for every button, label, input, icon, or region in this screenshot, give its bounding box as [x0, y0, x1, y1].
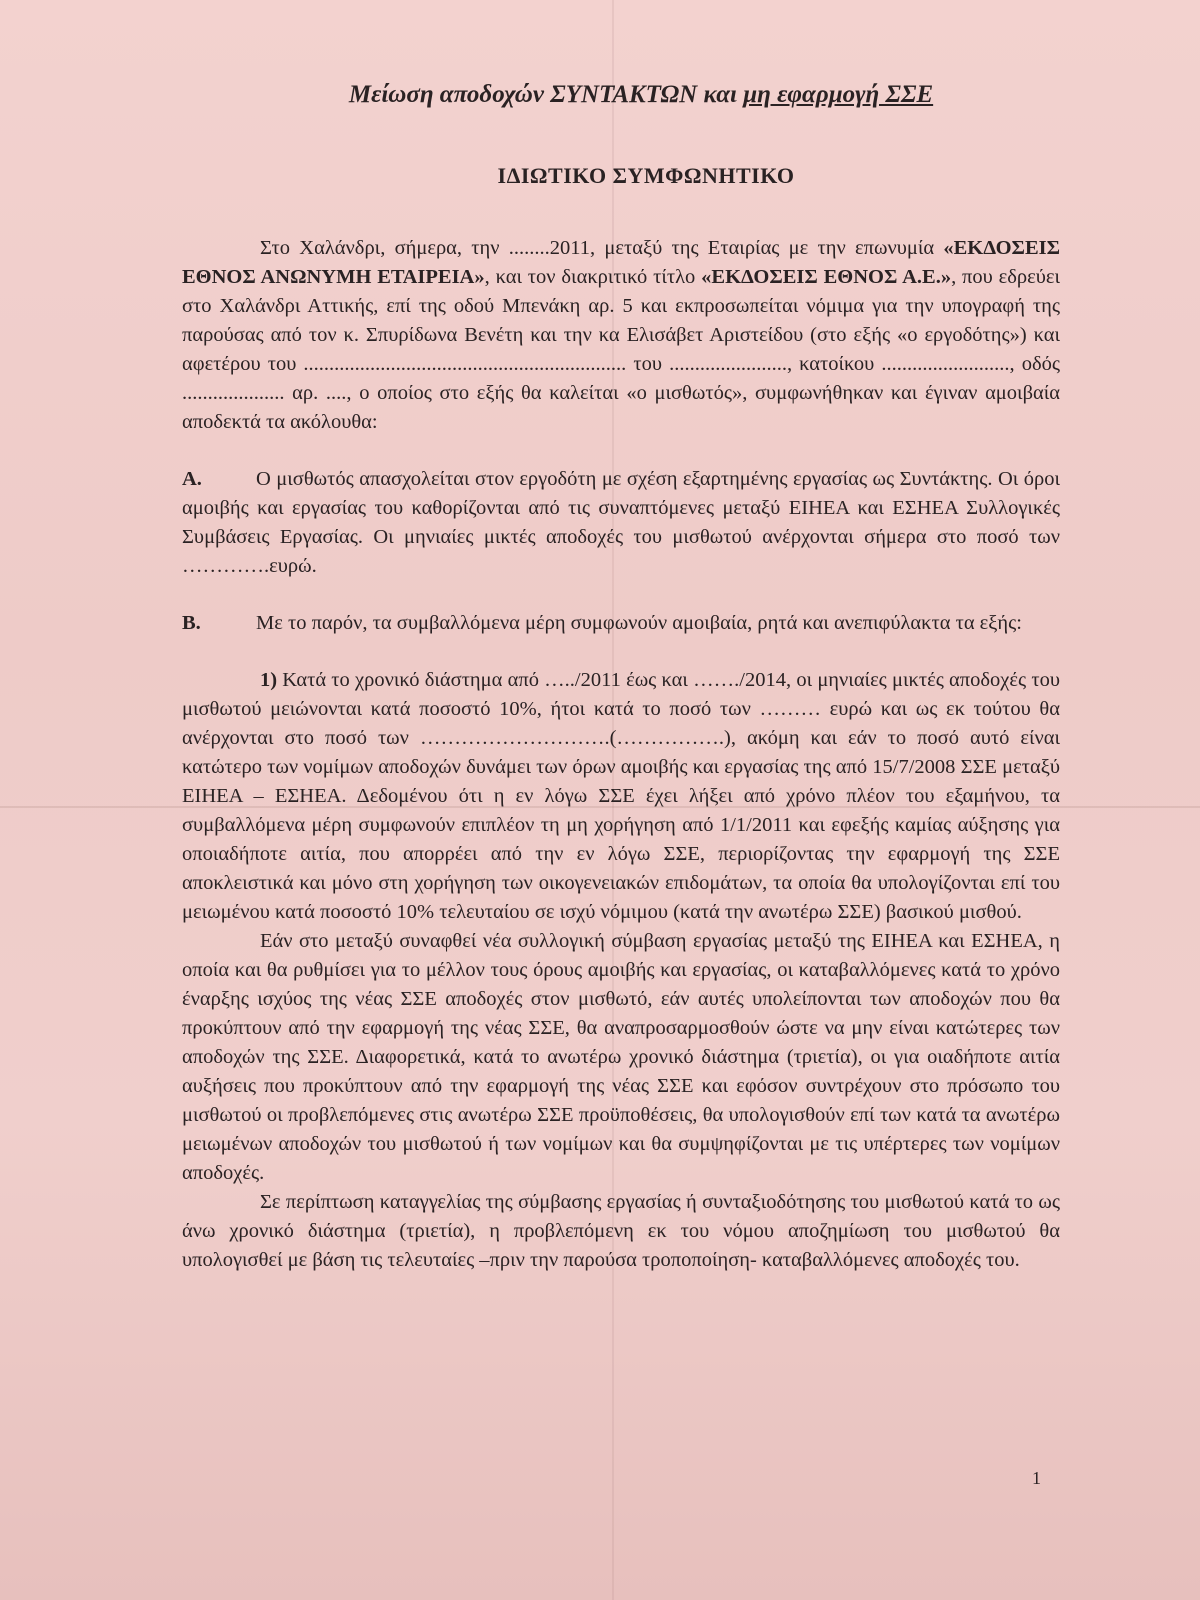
item-1-number: 1) [260, 669, 278, 691]
section-b-text: Με το παρόν, τα συμβαλλόμενα μέρη συμφωνούν αμοιβαία, ρητά και ανεπιφύλακτα τα εξής: [256, 612, 1022, 634]
section-b-label: Β. [182, 612, 201, 634]
intro-text-1: Στο Χαλάνδρι, σήμερα, την ........2011, μεταξύ της Εταιρίας με την επωνυμία [260, 237, 944, 259]
intro-text-3: , που εδρεύει στο Χαλάνδρι Αττικής, επί της οδού Μπενάκη αρ. 5 και εκπροσωπείται νόμιμα για την υπογραφή της παρούσας από τον κ. Σπυρίδωνα Βενέτη και την κα Ελισάβετ Αριστείδου (στο εξής «ο εργοδότης») και αφετέρου του ............................................................... του ......................., κατοίκου ........................., οδός .................... αρ. ...., ο οποίος στο εξής θα καλείται «ο μισθωτός», συμφωνήθηκαν και έγιναν αμοιβαία αποδεκτά τα ακόλουθα: [182, 266, 1061, 433]
section-a-text: Ο μισθωτός απασχολείται στον εργοδότη με σχέση εξαρτημένης εργασίας ως Συντάκτης. Οι όροι αμοιβής και εργασίας του καθορίζονται από τις συναπτόμενες μεταξύ ΕΙΗΕΑ και ΕΣΗΕΑ Συλλογικές Συμβάσεις Εργασίας. Οι μηνιαίες μικτές αποδοχές του μισθωτού ανέρχονται σήμερα στο ποσό των ………….ευρώ. [182, 468, 1060, 577]
intro-text-2: , και τον διακριτικό τίτλο [484, 266, 702, 288]
section-a-label: Α. [182, 468, 202, 490]
document-title [182, 80, 1060, 109]
paragraph-termination: Σε περίπτωση καταγγελίας της σύμβασης εργασίας ή συνταξιοδότησης του μισθωτού κατά το ως άνω χρονικό διάστημα (τριετία), η προβλεπόμενη εκ του νόμου αποζημίωση του μισθωτού θα υπολογισθεί με βάση τις τελευταίες –πριν την παρούσα τροποποίηση- καταβαλλόμενες αποδοχές του. [182, 1191, 1060, 1271]
page-number: 1 [1032, 1468, 1041, 1488]
company-name: «ΕΚΔΟΣΕΙΣ ΕΘΝΟΣ ΑΝΩΝΥΜΗ ΕΤΑΙΡΕΙΑ» [182, 237, 1060, 288]
paragraph-new-agreement: Εάν στο μεταξύ συναφθεί νέα συλλογική σύμβαση εργασίας μεταξύ της ΕΙΗΕΑ και ΕΣΗΕΑ, η οποία και θα ρυθμίσει για το μέλλον τους όρους αμοιβής και εργασίας, οι καταβαλλόμενες κατά το χρόνο έναρξης ισχύος της νέας ΣΣΕ αποδοχές στον μισθωτό, εάν αυτές υπολείπονται των αποδοχών που θα προκύπτουν από την εφαρμογή της νέας ΣΣΕ, θα αναπροσαρμοσθούν ώστε να μην είναι κατώτερες των αποδοχών της ΣΣΕ. Διαφορετικά, κατά το ανωτέρω χρονικό διάστημα (τριετία), οι για οιαδήποτε αιτία αυξήσεις που προκύπτουν από την εφαρμογή της νέας ΣΣΕ και εφόσον συντρέχουν στο πρόσωπο του μισθωτού οι προβλεπόμενες στις ανωτέρω ΣΣΕ προϋποθέσεις, θα υπολογισθούν επί των κατά τα ανωτέρω μειωμένων αποδοχών του μισθωτού ή των νομίμων και θα συμψηφίζονται με τις υπέρτερες των νομίμων αποδοχές. [182, 930, 1060, 1184]
title-underlined-text: μη εφαρμογή ΣΣΕ [743, 81, 934, 108]
document-subtitle: ΙΔΙΩΤΙΚΟ ΣΥΜΦΩΝΗΤΙΚΟ [497, 163, 795, 188]
item-1-text: Κατά το χρονικό διάστημα από …../2011 έως και ……./2014, οι μηνιαίες μικτές αποδοχές του μισθωτού μειώνονται κατά ποσοστό 10%, ήτοι κατά το ποσό των ……… ευρώ και ως εκ τούτου θα ανέρχονται στο ποσό των ……………………….(…………….), ακόμη και εάν το ποσό αυτό είναι κατώτερο των νομίμων αποδοχών δυνάμει των όρων αμοιβής και εργασίας της από 15/7/2008 ΣΣΕ μεταξύ ΕΙΗΕΑ – ΕΣΗΕΑ. Δεδομένου ότι η εν λόγω ΣΣΕ έχει λήξει από χρόνο πλέον του εξαμήνου, τα συμβαλλόμενα μέρη συμφωνούν επιπλέον τη μη χορήγηση από 1/1/2011 και εφεξής καμίας αύξησης για οποιαδήποτε αιτία, που απορρέει από την εν λόγω ΣΣΕ, περιορίζοντας την εφαρμογή της ΣΣΕ αποκλειστικά και μόνο στη χορήγηση των οικογενειακών επιδομάτων, τα οποία θα υπολογίζονται επί του μειωμένου κατά ποσοστό 10% τελευταίου σε ισχύ νόμιμου (κατά την ανωτέρω ΣΣΕ) βασικού μισθού. [182, 669, 1060, 923]
section-b [182, 609, 1060, 638]
item-1 [182, 666, 1060, 927]
intro-paragraph [182, 234, 1060, 437]
title-text: Μείωση αποδοχών ΣΥΝΤΑΚΤΩΝ και [348, 81, 744, 108]
section-a [182, 465, 1060, 581]
document-body [182, 80, 1060, 1275]
company-brand: «ΕΚΔΟΣΕΙΣ ΕΘΝΟΣ Α.Ε.» [701, 266, 952, 288]
